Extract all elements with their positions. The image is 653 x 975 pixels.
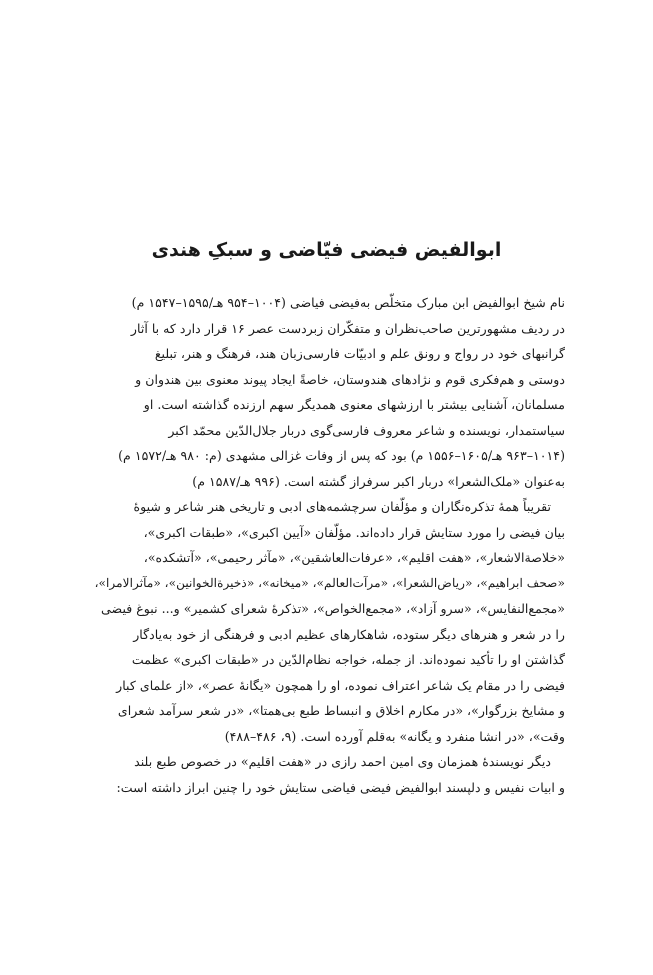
text-line: وقت»، «در انشا منفرد و یگانه» به‌قلم آورده است. (۹، ۴۸۶–۴۸۸)	[224, 728, 565, 744]
body-text	[88, 290, 565, 800]
text-line: گذاشتن او را تأکید نموده‌اند. از جمله، خواجه نظام‌الدّین در «طبقات اکبری» عظمت	[131, 652, 565, 667]
text-line: به‌عنوان «ملک‌الشعرا» دربار اکبر سرفراز گشته است. (۹۹۶ هـ/۱۵۸۷ م)	[192, 473, 565, 489]
text-line: فیضی را در مقام یک شاعر اعتراف نموده، او را همچون «یگانهٔ عصر»، «از علمای کبار	[116, 677, 565, 693]
chapter-title: ابوالفیض فیضی فیّاضی و سبکِ هندی	[151, 239, 502, 261]
text-line: بیان فیضی را مورد ستایش قرار داده‌اند. مؤلّفان «آیین اکبری»، «طبقات اکبری»،	[143, 524, 565, 540]
text-line: و مشایخ بزرگوار»، «در مکارم اخلاق و انبساط طبع بی‌همتا»، «در شعر سرآمد شعرای	[117, 703, 565, 718]
text-line: سیاستمدار، نویسنده و شاعر معروف فارسی‌گوی دربار جلال‌الدّین محمّد اکبر	[168, 422, 565, 438]
text-line-paragraph-start: دیگر نویسندهٔ همزمان وی امین احمد رازی در «هفت اقلیم» در خصوص طبع بلند	[134, 754, 551, 769]
text-line: در ردیف مشهورترین صاحب‌نظران و متفکّران زبردست عصر ۱۶ قرار دارد که با آثار	[130, 320, 565, 336]
text-line: مسلمانان، آشنایی بیشتر با ارزشهای معنوی همدیگر سهم ارزنده گذاشته است. او	[143, 397, 565, 412]
page	[88, 0, 565, 975]
text-line: و ابیات نفیس و دلپسند ابوالفیض فیضی فیاضی ستایش خود را چنین ابراز داشته است:	[116, 779, 565, 795]
text-line-paragraph-start: تقریباً همهٔ تذکره‌نگاران و مؤلّفان سرچشمه‌های ادبی و تاریخی هنر شاعر و شیوهٔ	[133, 499, 551, 514]
text-line: نام شیخ ابوالفیض ابن مبارک متخلّص به‌فیضی فیاضی (۱۰۰۴–۹۵۴ هـ/۱۵۹۵–۱۵۴۷ م)	[131, 295, 565, 310]
text-line: «خلاصة‌الاشعار»، «هفت اقلیم»، «عرفات‌العاشقین»، «مآثر رحیمی»، «آتشکده»،	[143, 550, 565, 565]
text-line: گرانبهای خود در رواج و رونق علم و ادبیّات فارسی‌زبان هند، فرهنگ و هنر، تبلیغ	[154, 346, 565, 361]
text-line: «مجمع‌النفایس»، «سرو آزاد»، «مجمع‌الخواص»، «تذکرهٔ شعرای کشمیر» و... نبوغ فیضی	[101, 601, 565, 616]
text-line: (۱۰۱۴–۹۶۳ هـ/۱۶۰۵–۱۵۵۶ م) بود که پس از وفات غزالی مشهدی (م: ۹۸۰ هـ/۱۵۷۲ م)	[118, 448, 565, 463]
text-line: را در شعر و هنرهای دیگر ستوده، شاهکارهای عظیم ادبی و فرهنگی از خود به‌یادگار	[133, 626, 565, 642]
text-line: «صحف ابراهیم»، «ریاض‌الشعرا»، «مرآت‌العالم»، «میخانه»، «ذخیرة‌الخوانین»، «مآثرالامرا»،	[94, 575, 565, 590]
text-line: دوستی و هم‌فکری قوم و نژادهای هندوستان، خاصةً ایجاد پیوند معنوی بین هندوان و	[135, 371, 565, 387]
